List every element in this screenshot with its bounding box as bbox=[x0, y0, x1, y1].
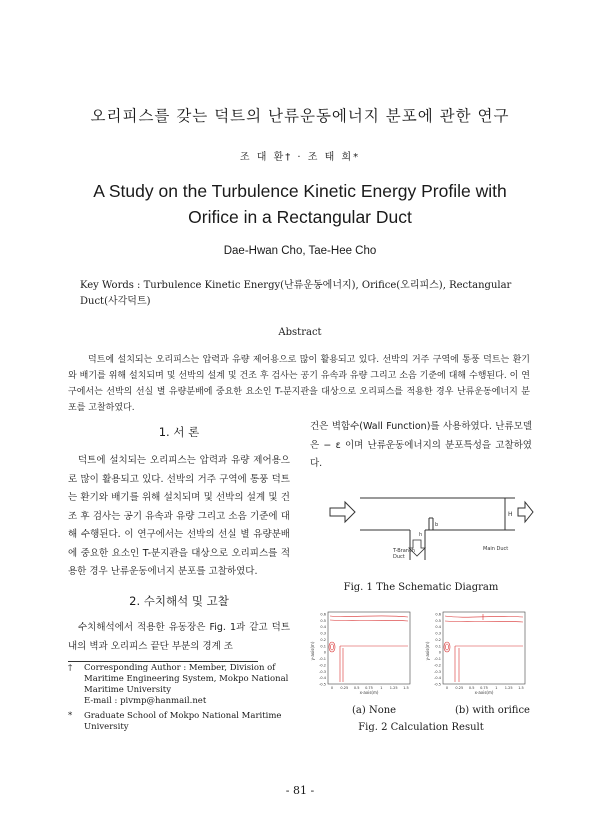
footnote-1-email: E-mail : pivmp@hanmail.net bbox=[84, 696, 207, 706]
plot-a-xtick: 0.75 bbox=[365, 686, 373, 690]
label-tbranch-2: Duct bbox=[393, 554, 405, 560]
plot-a-ytick: 0.6 bbox=[320, 612, 326, 617]
plot-b-contours bbox=[444, 614, 523, 682]
plot-a-xtick: 1.5 bbox=[403, 686, 409, 690]
title-line-1: A Study on the Turbulence Kinetic Energy Profile with bbox=[93, 181, 507, 201]
plot-a-ylabel: y-axis(m) bbox=[310, 641, 315, 661]
plot-a-ytick: 0 bbox=[323, 650, 326, 655]
plot-b-ytick: 0 bbox=[438, 650, 441, 655]
schematic-diagram bbox=[325, 490, 535, 570]
plot-a-ytick: 0.2 bbox=[320, 637, 326, 642]
footnote-2-text: Graduate School of Mokpo National Maritime University bbox=[84, 711, 282, 732]
plot-a-ytick: -0.2 bbox=[319, 663, 326, 668]
outflow-arrow bbox=[518, 502, 533, 522]
plot-a-ytick: -0.5 bbox=[319, 682, 326, 687]
fig1-caption: Fig. 1 The Schematic Diagram bbox=[343, 582, 499, 593]
footnote-corresponding bbox=[68, 663, 290, 707]
fig2-subcaption-b: (b) with orifice bbox=[455, 705, 530, 716]
plot-b-ytick: 0.4 bbox=[435, 625, 441, 630]
fig2-caption: Fig. 2 Calculation Result bbox=[358, 722, 484, 733]
section-2-heading: 2. 수치해석 및 고찰 bbox=[129, 594, 229, 608]
plot-a-ytick: -0.4 bbox=[319, 676, 326, 681]
plot-b-ytick: -0.1 bbox=[434, 657, 441, 662]
plot-a-ytick: 0.3 bbox=[320, 631, 326, 636]
plot-b-xlabel: x-axis(m) bbox=[474, 690, 494, 695]
page-number: - 81 - bbox=[285, 784, 315, 797]
plot-b-xtick: 1.5 bbox=[518, 686, 524, 690]
plot-b-ytick: 0.2 bbox=[435, 637, 441, 642]
plot-b-xtick: 1.25 bbox=[504, 686, 513, 690]
plot-b-ytick: 0.6 bbox=[435, 612, 441, 617]
authors-english: Dae-Hwan Cho, Tae-Hee Cho bbox=[223, 245, 377, 257]
footnote-graduate bbox=[68, 711, 290, 733]
title-line-2: Orifice in a Rectangular Duct bbox=[188, 207, 412, 227]
right-column-body: 건은 벽함수(Wall Function)를 사용하였다. 난류모델은 − ε 이며 난류운동에너지의 분포특성을 고찰하였다. bbox=[310, 421, 532, 469]
abstract-heading: Abstract bbox=[278, 327, 322, 338]
paper-title-korean: 오리피스를 갖는 덕트의 난류운동에너지 분포에 관한 연구 bbox=[90, 107, 510, 125]
keywords-list: Turbulence Kinetic Energy(난류운동에너지), Orifice(오리피스), Rectangular Duct(사각덕트) bbox=[80, 280, 512, 307]
plot-b-yticks bbox=[434, 613, 442, 687]
plot-a-xtick: 1.25 bbox=[389, 686, 398, 690]
keywords-label: Key Words : bbox=[80, 280, 141, 291]
footnote-1-mark: † bbox=[68, 663, 73, 673]
label-h: h bbox=[419, 532, 423, 538]
fig2-subcaption-a: (a) None bbox=[352, 705, 397, 716]
plot-b-xtick: 0 bbox=[445, 686, 449, 690]
inflow-arrow bbox=[330, 502, 355, 522]
plot-b-ytick: 0.5 bbox=[435, 618, 441, 623]
plot-a-xtick: 0.5 bbox=[353, 686, 360, 690]
plot-b-xtick: 1 bbox=[495, 686, 498, 690]
plot-b-xtick: 0.5 bbox=[468, 686, 475, 690]
plot-b-ytick: 0.1 bbox=[435, 644, 441, 649]
keywords bbox=[80, 278, 535, 310]
label-b: b bbox=[435, 522, 439, 528]
plot-a-xlabel: x-axis(m) bbox=[359, 690, 379, 695]
plot-a-ytick: 0.1 bbox=[320, 644, 326, 649]
authors-korean: 조 대 환† · 조 태 희* bbox=[239, 152, 361, 163]
label-tbranch-1: T-Branch bbox=[393, 548, 415, 554]
label-main-duct: Main Duct bbox=[483, 546, 509, 552]
section-1-heading: 1. 서 론 bbox=[158, 425, 200, 439]
plot-b-xtick: 0.25 bbox=[455, 686, 464, 690]
plot-a-contours bbox=[329, 616, 408, 682]
plot-b-xtick: 0.75 bbox=[480, 686, 488, 690]
footnote-1-text: Corresponding Author : Member, Division of Maritime Engineering System, Mokpo National Maritime University bbox=[84, 663, 289, 695]
plot-with-orifice bbox=[425, 606, 530, 696]
plot-a-xtick: 0 bbox=[330, 686, 334, 690]
plot-none bbox=[310, 606, 415, 696]
plot-a-ytick: -0.3 bbox=[319, 669, 326, 674]
plot-a-ytick: -0.1 bbox=[319, 657, 326, 662]
plot-a-ytick: 0.4 bbox=[320, 625, 326, 630]
footnote-rule bbox=[68, 661, 258, 662]
plot-b-ytick: 0.3 bbox=[435, 631, 441, 636]
plot-a-yticks bbox=[319, 613, 327, 687]
paper-title-english bbox=[0, 178, 600, 230]
plot-b-ytick: -0.2 bbox=[434, 663, 441, 668]
section-2-body: 수치해석에서 적용한 유동장은 Fig. 1과 같고 덕트 내의 벽과 오리피스 끝단 부분의 경계 조 bbox=[68, 622, 290, 652]
plot-a-ytick: 0.5 bbox=[320, 618, 326, 623]
plot-a-xtick: 0.25 bbox=[340, 686, 349, 690]
plot-b-ylabel: y-axis(m) bbox=[425, 641, 430, 661]
plot-b-ytick: -0.5 bbox=[434, 682, 441, 687]
abstract-text: 덕트에 설치되는 오리피스는 압력과 유량 제어용으로 많이 활용되고 있다. 선박의 거주 구역에 통풍 덕트는 환기와 배기를 위해 설치되며 및 선박의 설계 및 건조 후 검사는 공기 유속과 유량 그리고 소음 기준에 대해 수행된다. 이 연구에서는 선박의 선실 별 유량분배에 중요한 요소인 T-분지관을 대상으로 오리피스를 적용한 경우 난류운동에너지 분포를 고찰하였다. bbox=[68, 355, 530, 413]
label-H: H bbox=[508, 511, 513, 518]
plot-b-ytick: -0.4 bbox=[434, 676, 441, 681]
footnote-2-mark: * bbox=[68, 711, 73, 721]
section-1-body: 덕트에 설치되는 오리피스는 압력과 유량 제어용으로 많이 활용되고 있다. 선박의 거주 구역에 통풍 덕트는 환기와 배기를 위해 설치되며 및 선박의 설계 및 건조 후 검사는 공기 유속과 유량 그리고 소음 기준에 대해 수행된다. 이 연구에서는 선박의 선실 별 유량분배에 중요한 요소인 T-분지관을 대상으로 오리피스를 적용한 경우 난류운동에너지 분포를 고찰하였다. bbox=[68, 455, 290, 577]
plot-a-xtick: 1 bbox=[380, 686, 383, 690]
plot-b-ytick: -0.3 bbox=[434, 669, 441, 674]
